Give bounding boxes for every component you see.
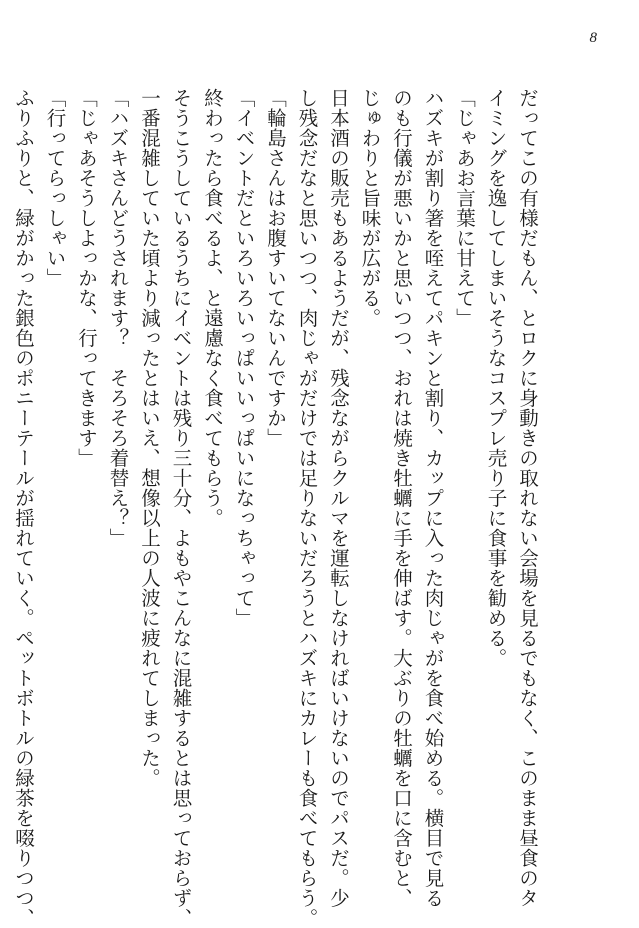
text-line: 一番混雑していた頃より減ったとはいえ、想像以上の人波に疲れてしまった。 bbox=[138, 88, 161, 788]
text-line: イミングを逸してしまいそうなコスプレ売り子に食事を勧める。 bbox=[484, 88, 508, 668]
text-line: 「じゃあそうしよっかな、行ってきます」 bbox=[75, 88, 98, 468]
text-line: 日本酒の販売もあるようだが、残念ながらクルマを運転しなければいけないのでパスだ。少 bbox=[327, 88, 350, 908]
vertical-text-body bbox=[8, 88, 544, 928]
text-line: ハズキが割り箸を咥えてパキンと割り、カップに入った肉じゃがを食べ始める。横目で見る bbox=[421, 88, 445, 908]
text-line: 「じゃあお言葉に甘えて」 bbox=[453, 88, 476, 328]
text-line: 「輪島さんはお腹すいてないんですか」 bbox=[264, 88, 287, 448]
text-line: ふりふりと、緑がかった銀色のポニーテールが揺れていく。ペットボトルの緑茶を啜りつつ、 bbox=[12, 88, 35, 928]
page-number: 8 bbox=[589, 30, 597, 46]
text-line: 「ハズキさんどうされます？ そろそろ着替え？」 bbox=[106, 88, 130, 548]
text-line: そうこうしているうちにイベントは残り三十分、よもやこんなに混雑するとは思っておらず、 bbox=[169, 88, 193, 928]
text-line: じゅわりと旨味が広がる。 bbox=[358, 88, 382, 328]
text-line: だってこの有様だもん、とロクに身動きの取れない会場を見るでもなく、このまま昼食のタ bbox=[516, 88, 539, 908]
text-line: 終わったら食べるよ、と遠慮なく食べてもらう。 bbox=[201, 88, 224, 528]
text-line: 「イベントだといろいろいっぱいいっぱいになっちゃって」 bbox=[232, 88, 256, 628]
text-line: のも行儀が悪いかと思いつつ、おれは焼き牡蠣に手を伸ばす。大ぶりの牡蠣を口に含むと、 bbox=[390, 88, 413, 908]
text-line: 「行ってらっしゃい」 bbox=[43, 88, 67, 288]
text-line: し残念だなと思いつつ、肉じゃがだけでは足りないだろうとハズキにカレーも食べてもらう。 bbox=[295, 88, 319, 928]
